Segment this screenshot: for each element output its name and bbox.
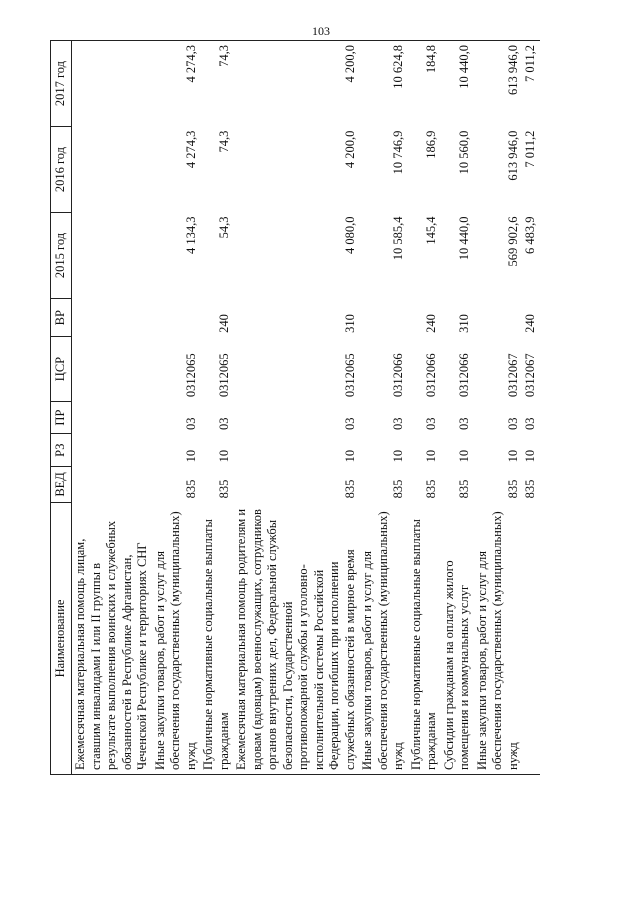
row-vr: 310 <box>457 314 471 333</box>
row-rz: 10 <box>342 449 357 463</box>
row-name: Субсидии гражданам на оплату жилого помещения и коммунальных услуг <box>441 502 474 774</box>
row-vr: 240 <box>424 314 438 333</box>
page-number: 103 <box>312 24 330 38</box>
row-name: Ежемесячная материальная помощь лицам, ставшим инвалидами I или II группы в результате выполнения воинских и служебных обязанностей в Республике Афганистан, Чеченской Республике и территориях СНГ <box>72 502 152 774</box>
row-vr <box>152 298 201 336</box>
row-2015 <box>72 213 152 299</box>
row-vr <box>72 298 152 336</box>
row-csr: 0312066 <box>457 353 471 398</box>
row-ved: 835 <box>391 479 405 499</box>
row-rz: 10 <box>505 449 520 463</box>
row-2017: 613 946,0 <box>474 41 523 127</box>
row-2017: 10 624,8 <box>359 41 408 127</box>
row-2016: 4 200,0 <box>342 130 357 169</box>
row-rz: 10 <box>216 449 231 463</box>
row-rz: 10 <box>424 449 438 463</box>
table-row <box>72 41 152 775</box>
row-name: Ежемесячная материальная помощь родителям и вдовам (вдовцам) военнослужащих, сотрудников органов внутренних дел, Федеральной службы безопасности, Государственной противопожарной службы и уголовно-исполнительной системы Российской Федерации, погибших при исполнении служебных обязанностей в мирное время <box>233 502 359 774</box>
row-csr <box>72 337 152 401</box>
row-2015: 145,4 <box>424 216 438 245</box>
row-2015: 10 585,4 <box>391 216 405 261</box>
row-2016: 4 274,3 <box>183 130 198 169</box>
table-row <box>200 41 233 775</box>
row-2016: 10 746,9 <box>391 130 405 175</box>
row-csr: 0312066 <box>391 353 405 398</box>
page-content <box>50 40 605 775</box>
row-2016: 10 560,0 <box>457 130 471 175</box>
table-row <box>441 41 474 775</box>
row-csr: 0312065 <box>216 353 231 398</box>
row-2015: 4 134,3 <box>183 216 198 255</box>
row-rz: 10 <box>183 449 198 463</box>
header-2015: 2015 год <box>51 213 72 299</box>
row-2015: 569 902,6 <box>505 216 520 267</box>
row-rz: 10 <box>523 449 537 463</box>
row-pr: 03 <box>523 417 537 430</box>
row-csr: 0312065 <box>342 353 357 398</box>
budget-table <box>50 40 540 775</box>
header-vr: ВР <box>51 298 72 336</box>
row-ved <box>72 466 152 502</box>
row-2017: 184,8 <box>408 41 441 127</box>
header-2017: 2017 год <box>51 41 72 127</box>
row-rz <box>72 434 152 466</box>
row-2017: 10 440,0 <box>441 41 474 127</box>
header-name: Наименование <box>51 502 72 774</box>
header-csr: ЦСР <box>51 337 72 401</box>
row-vr <box>474 298 523 336</box>
row-vr: 240 <box>216 314 231 333</box>
row-vr: 240 <box>523 314 537 333</box>
row-pr: 03 <box>505 417 520 430</box>
row-name <box>522 502 540 774</box>
row-name: Иные закупки товаров, работ и услуг для обеспечения государственных (муниципальных) нужд <box>152 502 201 774</box>
row-name: Публичные нормативные социальные выплаты гражданам <box>200 502 233 774</box>
row-ved: 835 <box>457 479 471 499</box>
table-row <box>152 41 201 775</box>
row-2016: 7 011,2 <box>523 130 537 168</box>
rotated-page <box>50 40 605 775</box>
table-row <box>233 41 359 775</box>
row-rz: 10 <box>391 449 405 463</box>
row-name: Иные закупки товаров, работ и услуг для обеспечения государственных (муниципальных) нужд <box>359 502 408 774</box>
row-rz: 10 <box>457 449 471 463</box>
table-row <box>522 41 540 775</box>
row-2017: 7 011,2 <box>522 41 540 127</box>
row-pr: 03 <box>391 417 405 430</box>
table-row <box>474 41 523 775</box>
row-csr: 0312067 <box>505 353 520 398</box>
row-2016 <box>72 127 152 213</box>
row-ved: 835 <box>505 479 520 499</box>
row-2017 <box>72 41 152 127</box>
row-pr: 03 <box>216 417 231 430</box>
header-rz: РЗ <box>51 434 72 466</box>
row-ved: 835 <box>216 479 231 499</box>
row-2015: 6 483,9 <box>523 216 537 255</box>
table-row <box>408 41 441 775</box>
row-2015: 54,3 <box>216 216 231 239</box>
row-2017: 4 200,0 <box>233 41 359 127</box>
row-pr: 03 <box>342 417 357 430</box>
row-2016: 186,9 <box>424 130 438 159</box>
header-pr: ПР <box>51 401 72 434</box>
row-name: Публичные нормативные социальные выплаты гражданам <box>408 502 441 774</box>
row-csr: 0312067 <box>523 353 537 398</box>
row-2016: 613 946,0 <box>505 130 520 181</box>
table-row <box>359 41 408 775</box>
row-2015: 10 440,0 <box>457 216 471 261</box>
row-csr: 0312065 <box>183 353 198 398</box>
table-header <box>51 41 72 775</box>
row-pr: 03 <box>424 417 438 430</box>
row-pr <box>72 401 152 434</box>
row-2017: 4 274,3 <box>152 41 201 127</box>
row-pr: 03 <box>183 417 198 430</box>
row-ved: 835 <box>183 479 198 499</box>
row-pr: 03 <box>457 417 471 430</box>
row-csr: 0312066 <box>424 353 438 398</box>
row-ved: 835 <box>424 479 438 499</box>
header-ved: ВЕД <box>51 466 72 502</box>
row-2016: 74,3 <box>216 130 231 153</box>
row-name: Иные закупки товаров, работ и услуг для обеспечения государственных (муниципальных) нужд <box>474 502 523 774</box>
header-2016: 2016 год <box>51 127 72 213</box>
row-vr: 310 <box>342 314 357 333</box>
row-vr <box>359 298 408 336</box>
row-ved: 835 <box>342 479 357 499</box>
row-2015: 4 080,0 <box>342 216 357 255</box>
row-ved: 835 <box>523 479 537 499</box>
row-2017: 74,3 <box>200 41 233 127</box>
